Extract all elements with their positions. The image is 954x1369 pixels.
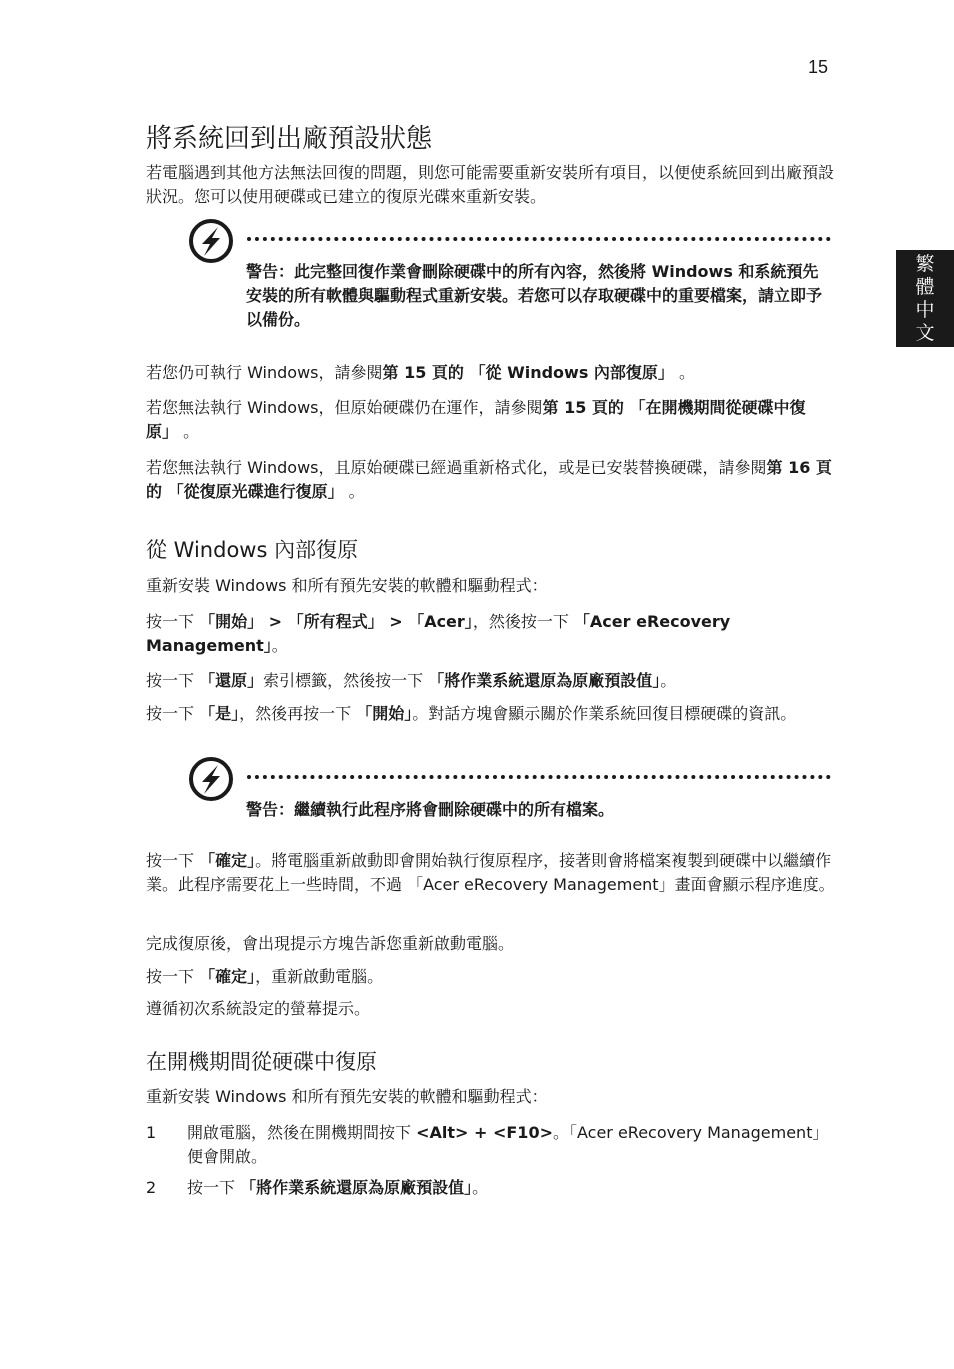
- language-tab-char: 體: [915, 275, 935, 298]
- ui-reference: 「將作業系統還原為原廠預設值」: [240, 1178, 473, 1197]
- list-item: [187, 1176, 827, 1200]
- list-number: 2: [146, 1178, 157, 1197]
- step-paragraph: [146, 669, 836, 693]
- step-text: 按一下: [146, 612, 200, 631]
- page-title: 將系統回到出廠預設狀態: [146, 124, 433, 154]
- language-tab-char: 中: [915, 298, 935, 321]
- warning-divider: [247, 775, 831, 779]
- option-text: 若您無法執行 Windows，但原始硬碟仍在運作，請參閱: [146, 398, 543, 417]
- ui-reference: 「是」: [199, 704, 240, 723]
- section-intro: 重新安裝 Windows 和所有預先安裝的軟體和驅動程式：: [146, 576, 548, 595]
- list-item: [187, 1121, 827, 1169]
- page-number: 15: [808, 57, 829, 77]
- section-heading-windows: 從 Windows 內部復原: [146, 538, 359, 562]
- warning-divider: [247, 237, 831, 241]
- language-tab: [896, 250, 954, 347]
- option-paragraph: [146, 396, 836, 444]
- key-combination: <Alt> + <F10>: [416, 1123, 553, 1142]
- ui-reference: 「Acer eRecovery Management」: [146, 612, 731, 655]
- step-text: 索引標籤，然後按一下: [263, 671, 429, 690]
- warning-text: 警告：此完整回復作業會刪除硬碟中的所有內容，然後將 Windows 和系統預先安裝的所有軟體與驅動程式重新安裝。若您可以存取硬碟中的重要檔案，請立即予以備份。: [246, 262, 823, 329]
- cross-reference-link[interactable]: 第 15 頁的 「在開機期間從硬碟中復原」: [146, 398, 806, 441]
- step-paragraph: [146, 610, 836, 658]
- list-item-text: 開啟電腦，然後在開機期間按下: [187, 1123, 417, 1142]
- section-intro: 重新安裝 Windows 和所有預先安裝的軟體和驅動程式：: [146, 1087, 548, 1106]
- option-text: 若您無法執行 Windows，且原始硬碟已經過重新格式化，或是已安裝替換硬碟，請參閱: [146, 458, 767, 477]
- list-number: 1: [146, 1123, 157, 1142]
- intro-paragraph: 若電腦遇到其他方法無法回復的問題，則您可能需要重新安裝所有項目，以便使系統回到出廠預設狀況。您可以使用硬碟或已建立的復原光碟來重新安裝。: [146, 163, 835, 206]
- list-item-text: 。: [472, 1178, 489, 1197]
- ui-reference: 「確定」: [199, 851, 256, 870]
- step-text: 。: [271, 636, 288, 655]
- option-text: 若您仍可執行 Windows，請參閱: [146, 363, 383, 382]
- step-text: ，然後按一下: [472, 612, 574, 631]
- option-text: 。: [178, 422, 200, 441]
- step-text: 按一下: [146, 704, 200, 723]
- list-item-text: 按一下: [187, 1178, 241, 1197]
- ui-reference: 「還原」: [199, 671, 264, 690]
- lightning-bolt-icon: [188, 756, 234, 802]
- step-text: 按一下: [146, 967, 200, 986]
- lightning-bolt-icon: [188, 218, 234, 264]
- step-text: 按一下: [146, 851, 200, 870]
- ui-reference: 「開始」: [356, 704, 413, 723]
- language-tab-char: 文: [915, 321, 935, 344]
- warning-text: 警告：繼續執行此程序將會刪除硬碟中的所有檔案。: [246, 800, 615, 819]
- section-heading-boot: 在開機期間從硬碟中復原: [146, 1050, 377, 1074]
- option-text: 。: [673, 363, 696, 382]
- option-paragraph: [146, 456, 836, 504]
- step-paragraph: [146, 965, 836, 989]
- option-text: 。: [343, 482, 365, 501]
- ui-reference: 「確定」: [199, 967, 256, 986]
- step-text: ，重新啟動電腦。: [255, 967, 384, 986]
- step-paragraph: [146, 849, 836, 897]
- step-text: 按一下: [146, 671, 200, 690]
- step-text: ，然後再按一下: [239, 704, 357, 723]
- step-paragraph: 遵循初次系統設定的螢幕提示。: [146, 999, 371, 1018]
- ui-reference: 「將作業系統還原為原廠預設值」: [428, 671, 661, 690]
- language-tab-char: 繁: [915, 252, 935, 275]
- ui-reference: 「開始」 > 「所有程式」 > 「Acer」: [199, 612, 473, 631]
- list-item-text: 。「Acer eRecovery Management」便會開啟。: [187, 1123, 821, 1166]
- step-paragraph: 完成復原後，會出現提示方塊告訴您重新啟動電腦。: [146, 934, 515, 953]
- option-paragraph: [146, 361, 836, 385]
- cross-reference-link[interactable]: 第 16 頁的 「從復原光碟進行復原」: [146, 458, 832, 501]
- step-paragraph: [146, 702, 836, 726]
- step-text: 。將電腦重新啟動即會開始執行復原程序，接著則會將檔案複製到硬碟中以繼續作業。此程序需要花上一些時間，不過 「Acer eRecovery Management」畫面會顯示程序進度。: [146, 851, 835, 894]
- cross-reference-link[interactable]: 第 15 頁的 「從 Windows 內部復原」: [382, 363, 674, 382]
- step-text: 。對話方塊會顯示關於作業系統回復目標硬碟的資訊。: [412, 704, 797, 723]
- step-text: 。: [660, 671, 677, 690]
